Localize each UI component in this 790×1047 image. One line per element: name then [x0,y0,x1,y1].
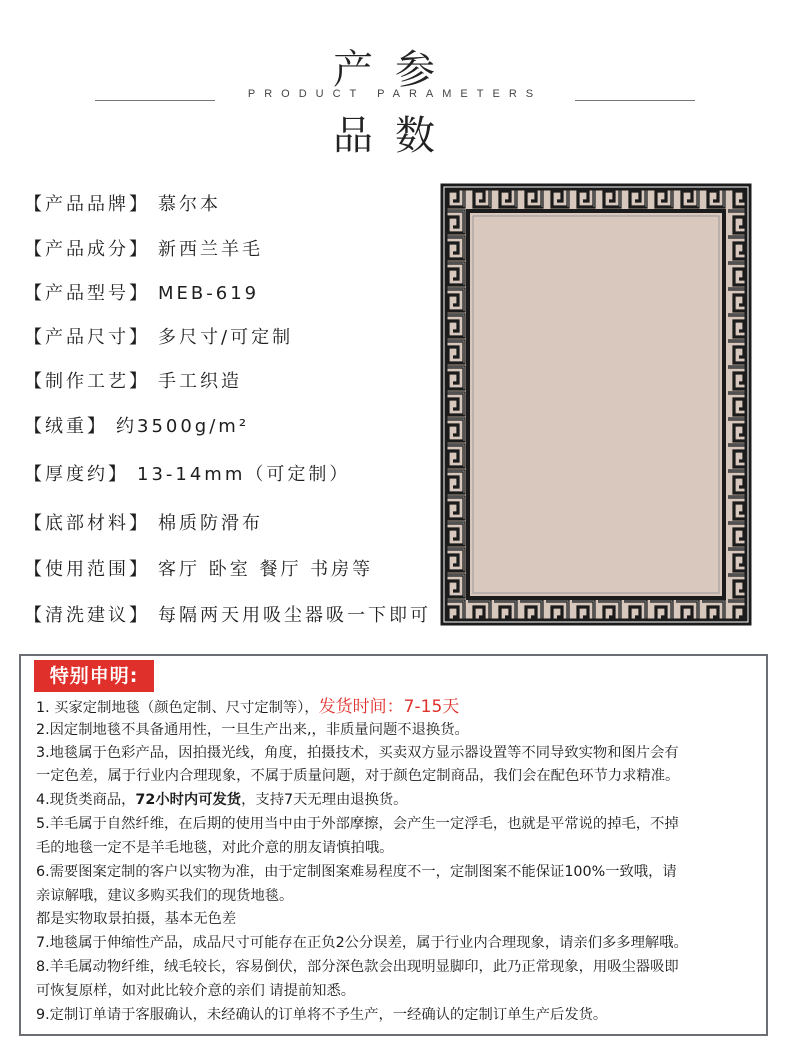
param-value: MEB-619 [158,283,260,304]
page-title-top: 产参 [333,47,457,93]
param-label: 【产品成分】 [24,239,150,260]
param-label: 【产品型号】 [24,283,150,304]
param-value: 新西兰羊毛 [158,239,263,260]
notice-line-9: 亲谅解哦，建议多购买我们的现货地毯。 [36,888,294,904]
title-divider-right [575,100,695,101]
param-label: 【清洗建议】 [24,605,150,626]
param-row-model [24,279,259,305]
page-title-bottom: 品数 [333,113,457,159]
notice-line-6: 5.羊毛属于自然纤维，在后期的使用当中由于外部摩擦，会产生一定浮毛，也就是平常说的掉毛，不掉 [36,816,679,832]
param-row-backing [24,509,263,535]
notice-line-2: 2.因定制地毯不具备通用性，一旦生产出来,，非质量问题不退换货。 [36,722,469,738]
ship-time-highlight: 发货时间：7-15天 [318,697,460,717]
param-row-thickness [24,460,350,486]
param-row-material [24,235,263,261]
notice-bold-text: 72小时内可发货 [135,792,242,808]
param-label: 【使用范围】 [24,559,150,580]
notice-text: 1. 买家定制地毯（颜色定制、尺寸定制等）， [36,700,319,716]
notice-line-3: 3.地毯属于色彩产品，因拍摄光线，角度，拍摄技术，买卖双方显示器设置等不同导致实物和图片会有 [36,745,679,761]
notice-text: 4.现货类商品， [36,792,136,808]
notice-badge: 特别申明: [34,660,154,692]
rug-image [440,183,752,626]
page-subtitle-en: PRODUCT PARAMETERS [247,88,543,100]
param-row-usage [24,555,373,581]
param-value: 多尺寸/可定制 [158,327,294,348]
param-row-craft [24,367,242,393]
notice-line-13: 可恢复原样，如对此比较介意的亲们 请提前知悉。 [36,983,356,999]
param-row-brand [24,190,221,216]
param-value: 手工织造 [158,371,242,392]
param-value: 约3500g/m² [116,416,250,437]
param-value: 棉质防滑布 [158,513,263,534]
param-value: 13-14mm（可定制） [137,464,351,485]
param-row-pile-weight [24,412,249,438]
notice-line-1 [36,696,766,719]
param-label: 【产品品牌】 [24,194,150,215]
notice-line-4: 一定色差，属于行业内合理现象，不属于质量问题，对于颜色定制商品，我们会在配色环节力求精准。 [36,768,680,784]
param-label: 【绒重】 [24,416,108,437]
title-divider-left [95,100,215,101]
notice-line-7: 毛的地毯一定不是羊毛地毯，对此介意的朋友请慎拍哦。 [36,840,394,856]
param-value: 客厅 卧室 餐厅 书房等 [158,559,374,580]
param-value: 每隔两天用吸尘器吸一下即可 [158,605,431,626]
notice-line-14: 9.定制订单请于客服确认，未经确认的订单将不予生产，一经确认的定制订单生产后发货。 [36,1007,608,1023]
notice-text: ，支持7天无理由退换货。 [241,792,408,808]
notice-line-10: 都是实物取景拍摄，基本无色差 [36,911,237,927]
notice-line-11: 7.地毯属于伸缩性产品，成品尺寸可能存在正负2公分误差，属于行业内合理现象，请亲们多多理解哦。 [36,935,688,951]
notice-line-12: 8.羊毛属动物纤维，绒毛较长，容易倒伏，部分深色款会出现明显脚印，此乃正常现象，用吸尘器吸即 [36,959,679,975]
param-row-cleaning [24,601,431,627]
notice-line-5 [36,789,766,811]
param-label: 【厚度约】 [24,464,129,485]
param-label: 【底部材料】 [24,513,150,534]
param-row-size [24,323,293,349]
notice-line-8: 6.需要图案定制的客户以实物为准，由于定制图案难易程度不一，定制图案不能保证100%一致哦，请 [36,864,677,880]
param-value: 慕尔本 [158,194,221,215]
header [0,0,790,170]
param-label: 【产品尺寸】 [24,327,150,348]
param-label: 【制作工艺】 [24,371,150,392]
